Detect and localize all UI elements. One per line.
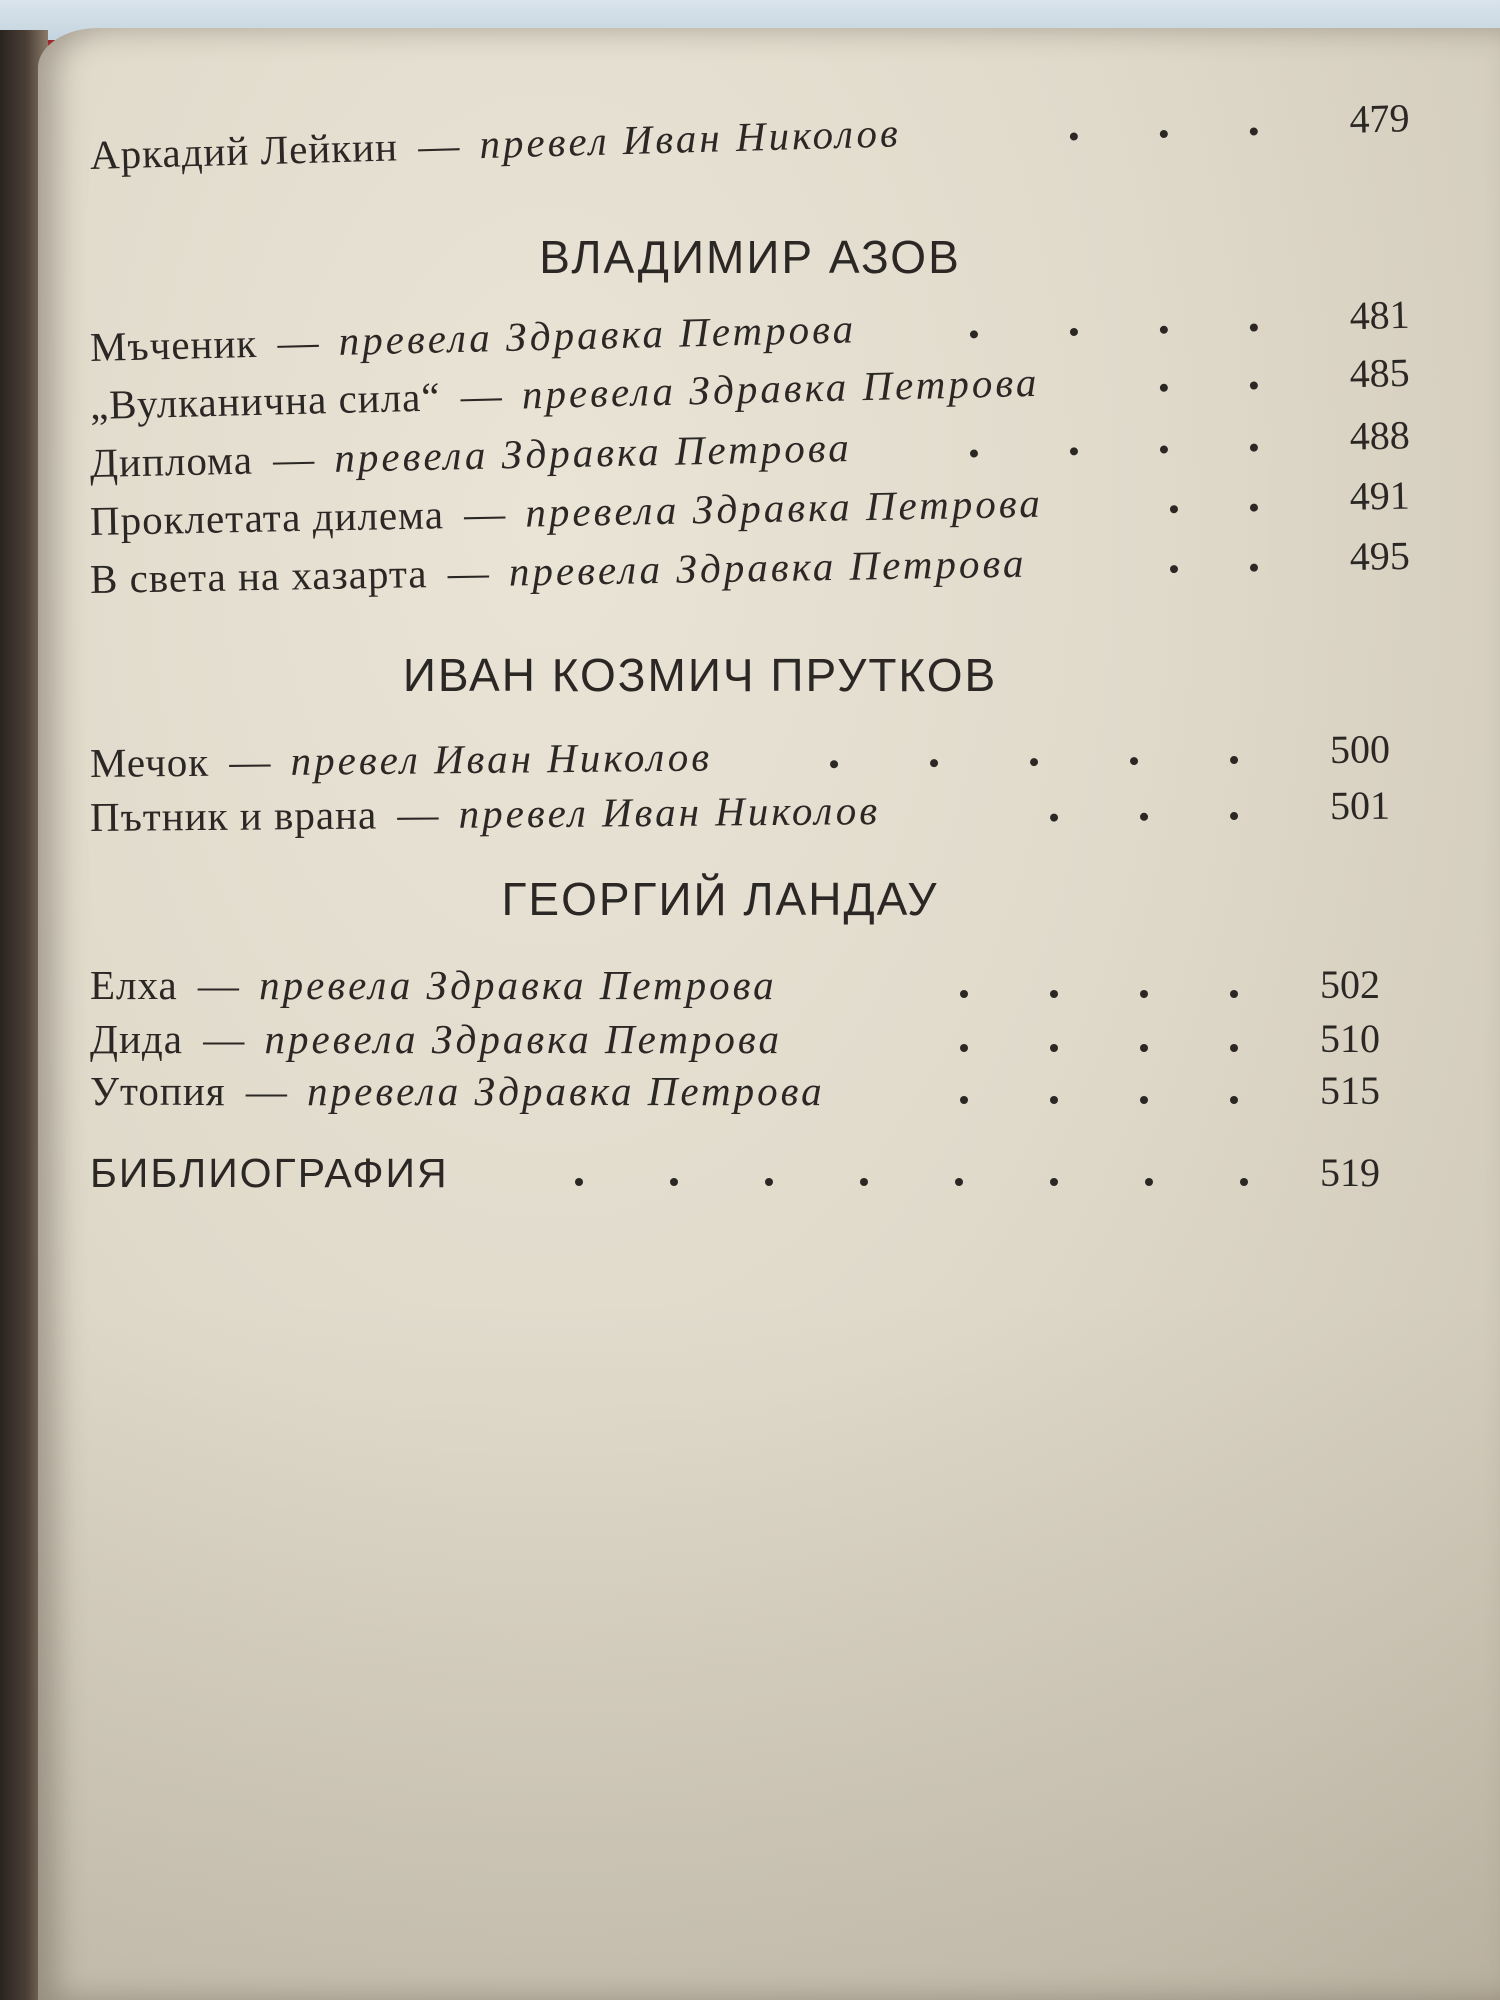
entry-translator: превела Здравка Петрова — [307, 1068, 825, 1114]
leader-dot — [1070, 132, 1078, 140]
leader-dot — [1240, 1178, 1248, 1186]
entry-translator: превела Здравка Петрова — [259, 962, 777, 1008]
leader-dot — [1160, 326, 1168, 334]
entry-dash: — — [197, 962, 239, 1008]
entry-translator: превела Здравка Петрова — [333, 424, 853, 481]
entry-page-number: 519 — [1320, 1150, 1380, 1195]
entry-title: Проклетата дилема — [89, 491, 445, 544]
leader-dot — [1130, 757, 1138, 765]
leader-dot — [1250, 323, 1258, 331]
leader-dot — [1250, 444, 1258, 452]
entry-translator: превел Иван Николов — [478, 109, 902, 168]
entry-title: БИБЛИОГРАФИЯ — [90, 1150, 449, 1196]
leader-dot — [1250, 564, 1258, 572]
entry-translator: превела Здравка Петрова — [338, 305, 857, 364]
leader-dot — [1170, 565, 1178, 573]
leader-dot — [1030, 758, 1038, 766]
leader-dot — [670, 1178, 678, 1186]
entry-dash: — — [397, 790, 439, 838]
entry-dash: — — [460, 371, 503, 419]
section-heading-landau: ГЕОРГИЙ ЛАНДАУ — [501, 873, 939, 925]
leader-dot — [1230, 756, 1238, 764]
leader-dot — [1070, 447, 1078, 455]
entry-dash: — — [276, 318, 320, 366]
entry-translator: превела Здравка Петрова — [524, 479, 1044, 536]
toc-entry — [90, 1014, 1410, 1064]
entry-title: „Вулканична сила“ — [89, 373, 442, 428]
leader-dot — [970, 449, 978, 457]
leader-dot — [960, 1096, 968, 1104]
leader-dot — [1230, 1044, 1238, 1052]
entry-page-number: 491 — [1349, 472, 1411, 519]
entry-title: Пътник и врана — [89, 791, 378, 840]
section-heading-azov: ВЛАДИМИР АЗОВ — [539, 231, 961, 283]
leader-dot — [930, 759, 938, 767]
entry-page-number: 479 — [1348, 95, 1411, 142]
leader-dot — [575, 1178, 583, 1186]
entry-title: Мечок — [89, 738, 210, 786]
leader-dot — [1170, 505, 1178, 513]
entry-translator: превела Здравка Петрова — [264, 1016, 782, 1062]
leader-dot — [1160, 130, 1168, 138]
entry-title: Аркадий Лейкин — [89, 123, 399, 178]
leader-dot — [1140, 813, 1148, 821]
entry-title: Мъченик — [89, 319, 258, 370]
entry-page-number: 500 — [1329, 726, 1391, 773]
entry-dash: — — [203, 1016, 245, 1062]
leader-dot — [1250, 504, 1258, 512]
entry-page-number: 488 — [1349, 412, 1411, 459]
leader-dot — [1160, 384, 1168, 392]
leader-dot — [970, 330, 978, 338]
leader-dot — [1050, 1096, 1058, 1104]
toc-entry — [90, 960, 1410, 1010]
leader-dot — [955, 1178, 963, 1186]
entry-dash: — — [417, 121, 460, 169]
entry-title: Утопия — [90, 1068, 226, 1114]
leader-dot — [1140, 990, 1148, 998]
entry-translator: превела Здравка Петрова — [508, 539, 1027, 595]
toc-entry — [90, 1066, 1410, 1116]
toc-entry-bibliography — [90, 1148, 1410, 1198]
leader-dot — [960, 990, 968, 998]
entry-page-number: 515 — [1320, 1068, 1380, 1113]
entry-dash: — — [447, 549, 490, 596]
entry-title: В света на хазарта — [89, 550, 428, 602]
leader-dot — [1145, 1178, 1153, 1186]
entry-dash: — — [272, 435, 315, 483]
leader-dot — [1050, 814, 1058, 822]
entry-title: Дида — [90, 1016, 183, 1062]
leader-dot — [1230, 812, 1238, 820]
entry-page-number: 501 — [1329, 782, 1391, 829]
leader-dot — [1070, 328, 1078, 336]
leader-dot — [960, 1044, 968, 1052]
entry-page-number: 502 — [1320, 962, 1380, 1007]
entry-translator: превел Иван Николов — [290, 733, 713, 784]
leader-dot — [1250, 127, 1258, 135]
leader-dot — [1230, 1096, 1238, 1104]
leader-dot — [1050, 990, 1058, 998]
entry-dash: — — [463, 490, 506, 537]
entry-title: Диплома — [89, 436, 254, 486]
entry-translator: превела Здравка Петрова — [521, 358, 1040, 418]
leader-dot — [830, 760, 838, 768]
section-heading-prutkov: ИВАН КОЗМИЧ ПРУТКОВ — [402, 649, 998, 701]
entry-translator: превел Иван Николов — [458, 787, 881, 837]
entry-dash: — — [245, 1068, 287, 1114]
entry-page-number: 510 — [1320, 1016, 1380, 1061]
entry-page-number: 485 — [1349, 349, 1411, 397]
leader-dot — [1230, 990, 1238, 998]
entry-page-number: 481 — [1349, 291, 1411, 339]
leader-dot — [1140, 1096, 1148, 1104]
leader-dot — [1050, 1178, 1058, 1186]
entry-page-number: 495 — [1349, 532, 1411, 580]
entry-dash: — — [229, 738, 271, 785]
leader-dot — [1050, 1044, 1058, 1052]
leader-dot — [860, 1178, 868, 1186]
entry-title: Елха — [90, 962, 178, 1008]
leader-dot — [1140, 1044, 1148, 1052]
leader-dot — [1250, 381, 1258, 389]
leader-dot — [765, 1178, 773, 1186]
leader-dot — [1160, 445, 1168, 453]
